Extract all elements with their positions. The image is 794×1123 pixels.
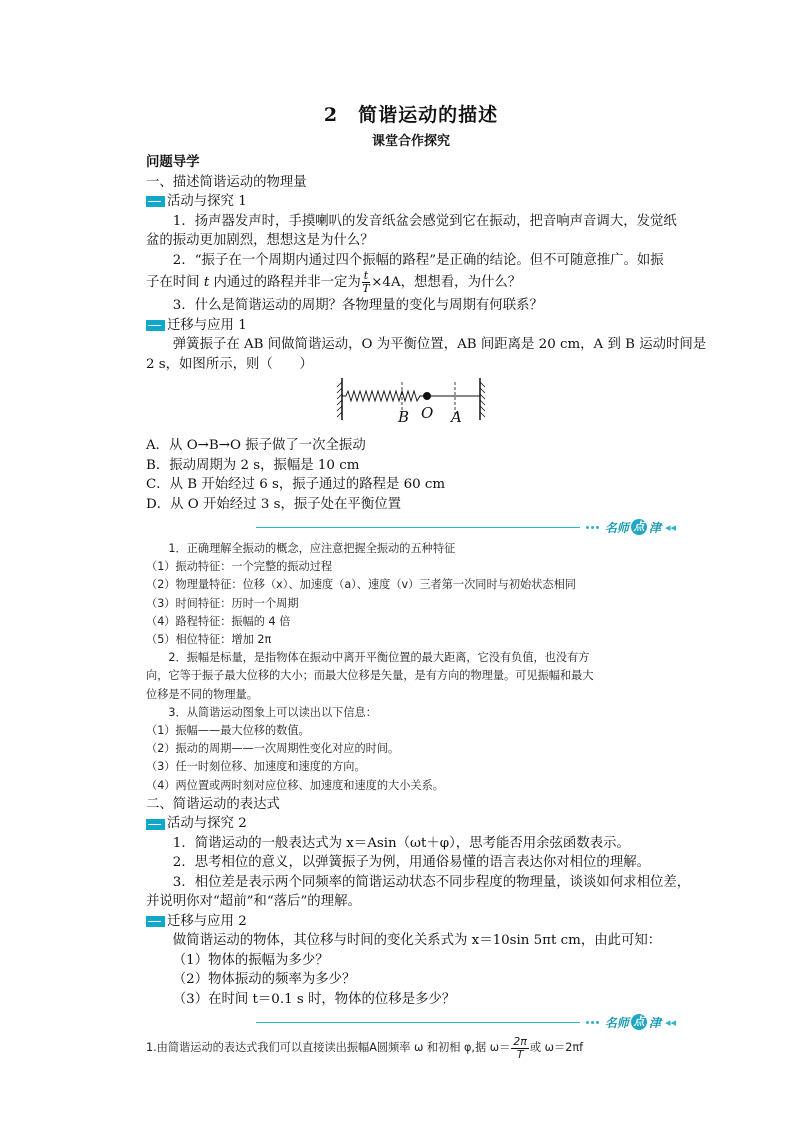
note-3: 3．从简谐运动图象上可以读出以下信息：: [168, 705, 377, 719]
tag-application-1: 迁移与应用 1: [146, 316, 676, 336]
question-2-cont: 子在时间 t 内通过的路程并非一定为 $\frac{t}{T}$ ×4A，想想看，为什么？: [146, 269, 522, 295]
tag-marker-icon: [146, 320, 165, 331]
option-d: D．从 O 开始经过 3 s，振子处在平衡位置: [146, 496, 401, 512]
master-tips-badge: 名师 点 津 ◂◂: [604, 1015, 676, 1030]
section-1-title: 一、描述简谐运动的物理量: [146, 174, 307, 190]
example-2-item: （2）物体振动的频率为多少？: [172, 972, 356, 988]
example-2-item: （3）在时间 t＝0.1 s 时，物体的位移是多少？: [172, 991, 456, 1007]
fraction-2pi-over-T: $\frac{2\pi}{T}$: [513, 1034, 527, 1061]
spring-oscillator-figure: [146, 376, 676, 432]
note-3-item: （4）两位置或两时刻对应位移、加速度和速度的大小关系。: [146, 778, 444, 792]
example-1: 弹簧振子在 AB 间做简谐运动，O 为平衡位置，AB 间距离是 20 cm，A 到 B 运动时间是: [172, 337, 707, 352]
note-1-item: （4）路程特征：振幅的 4 倍: [146, 614, 291, 628]
divider-dots: [584, 526, 599, 529]
divider-line: [256, 1022, 580, 1023]
tag-activity-1: 活动与探究 1: [146, 192, 676, 212]
divider-dots: [584, 1021, 599, 1024]
divider-line: [256, 527, 580, 528]
note-3-item: （3）任一时刻位移、加速度和速度的方向。: [146, 760, 366, 774]
note-1-item: （3）时间特征：历时一个周期: [146, 596, 299, 610]
note-2-cont: 位移是不同的物理量。: [146, 687, 258, 701]
label-o: O: [421, 404, 434, 422]
question-6-cont: 并说明你对“超前”和“落后”的理解。: [146, 894, 361, 910]
note-2: 2．振幅是标量，是指物体在振动中离开平衡位置的最大距离，它没有负值，也没有方: [168, 651, 590, 665]
double-chevron-left-icon: ◂◂: [664, 1015, 676, 1029]
master-tips-badge: 名师 点 津 ◂◂: [604, 520, 676, 535]
option-a: A．从 O→B→O 振子做了一次全振动: [146, 438, 366, 453]
tag-marker-icon: [146, 916, 165, 927]
note-3-item: （1）振幅——最大位移的数值。: [146, 724, 310, 738]
tag-marker-icon: [146, 196, 165, 207]
fraction-t-over-T: $\frac{t}{T}$: [362, 269, 370, 295]
label-a: A: [451, 408, 462, 426]
example-2-item: （1）物体的振幅为多少？: [172, 952, 329, 968]
page: [146, 100, 707, 1061]
page-title: 2 简谐运动的描述: [323, 104, 499, 126]
note-4: 1.由简谐运动的表达式我们可以直接读出振幅A圆频率 ω 和初相 φ,据 ω＝ $\frac{2\pi}{T}$ 或 ω＝2πf: [146, 1034, 584, 1061]
note-1-item: （1）振动特征：一个完整的振动过程: [146, 560, 333, 574]
label-b: B: [398, 408, 410, 426]
note-3-item: （2）振动的周期——一次周期性变化对应的时间。: [146, 742, 400, 756]
note-1-item: （5）相位特征：增加 2π: [146, 633, 272, 647]
tag-marker-icon: [146, 819, 165, 830]
option-c: C．从 B 开始经过 6 s，振子通过的路程是 60 cm: [146, 477, 446, 492]
spring-diagram: [336, 376, 486, 432]
note-2-cont: 向，它等于振子最大位移的大小；而最大位移是矢量，是有方向的物理量。可见振幅和最大: [146, 669, 594, 683]
question-6: 3．相位差是表示两个同频率的简谐运动状态不同步程度的物理量，谈谈如何求相位差，: [172, 874, 691, 890]
note-1: 1．正确理解全振动的概念，应注意把握全振动的五种特征: [168, 542, 456, 555]
question-3: 3．什么是简谐运动的周期？各物理量的变化与周期有何联系？: [172, 298, 543, 313]
question-1-cont: 盆的振动更加剧烈，想想这是为什么？: [146, 233, 374, 248]
tag-application-2: 迁移与应用 2: [146, 912, 676, 932]
question-5: 2．思考相位的意义，以弹簧振子为例，用通俗易懂的语言表达你对相位的理解。: [172, 855, 650, 871]
section-label: 问题导学: [146, 154, 200, 170]
example-2: 做简谐运动的物体，其位移与时间的变化关系式为 x＝10sin 5πt cm，由此可知：: [172, 933, 662, 949]
example-1-cont: 2 s，如图所示，则（ ）: [146, 356, 313, 372]
page-subtitle: 课堂合作探究: [371, 134, 450, 149]
section-2-title: 二、简谐运动的表达式: [146, 796, 280, 812]
tag-activity-2: 活动与探究 2: [146, 814, 676, 834]
tips-divider-2: [146, 1011, 676, 1033]
question-1: 1．扬声器发声时，手摸喇叭的发音纸盆会感觉到它在振动，把音响声音调大，发觉纸: [172, 213, 677, 229]
note-1-item: （2）物理量特征：位移（x）、加速度（a）、速度（v）三者第一次同时与初始状态相同: [146, 578, 576, 592]
option-b: B．振动周期为 2 s，振幅是 10 cm: [146, 457, 360, 473]
question-2: 2．“振子在一个周期内通过四个振幅的路程”是正确的结论。但不可随意推广。如振: [172, 252, 664, 268]
double-chevron-left-icon: ◂◂: [664, 520, 676, 534]
question-4: 1．简谐运动的一般表达式为 x＝Asin（ωt＋φ），思考能否用余弦函数表示。: [172, 835, 630, 851]
tips-divider-1: [146, 516, 676, 538]
